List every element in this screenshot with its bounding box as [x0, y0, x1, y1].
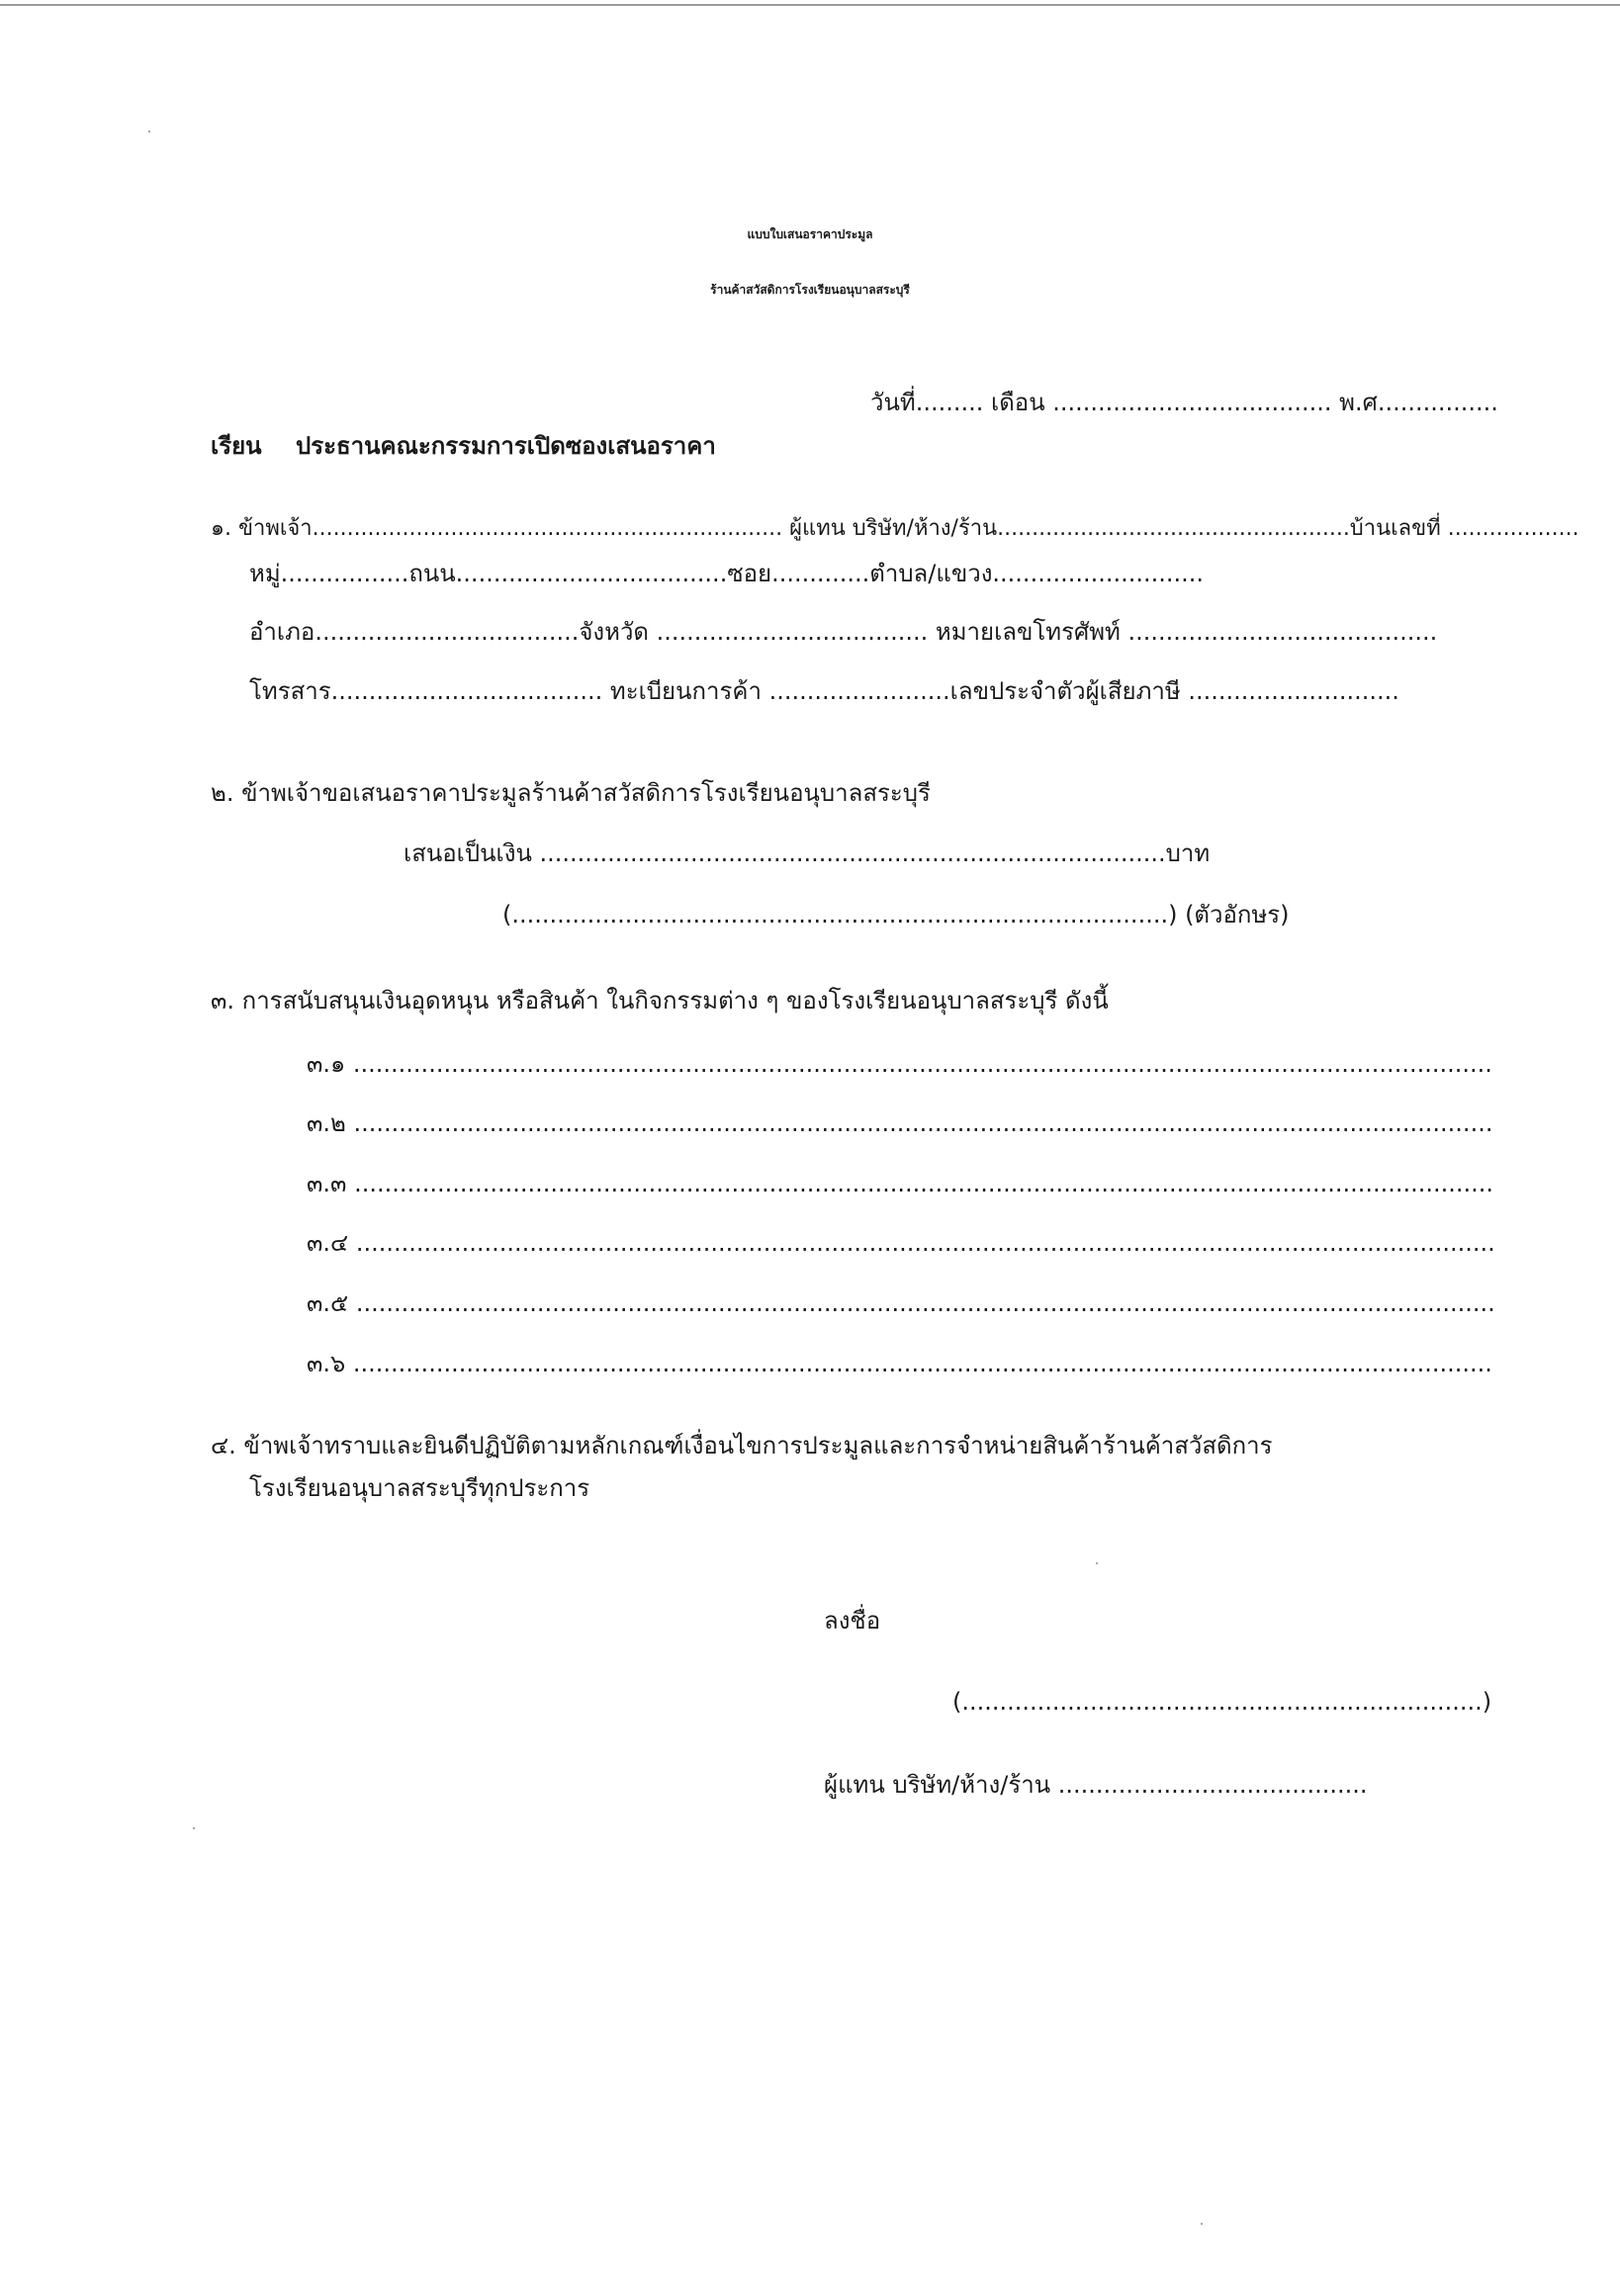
section2-heading: ๒. ข้าพเจ้าขอเสนอราคาประมูลร้านค้าสวัสดิการโรงเรียนอนุบาลสระบุรี: [211, 779, 931, 807]
bid-amount-line: เสนอเป็นเงิน ...................................................................................บาท: [404, 839, 1211, 867]
representative-line: ผู้แทน บริษัท/ห้าง/ร้าน .........................................: [824, 1771, 1368, 1799]
scan-speck: [148, 131, 150, 132]
salutation-label: เรียน: [211, 432, 262, 460]
section3-item-2: ๓.๒ .......................................................................................................................................................: [307, 1109, 1493, 1137]
scan-speck: [193, 1827, 195, 1829]
section3-item-3: ๓.๓ .......................................................................................................................................................: [307, 1170, 1494, 1197]
signature-name-line: (.....................................................................): [952, 1688, 1492, 1716]
section4-line1: ๔. ข้าพเจ้าทราบและยินดีปฏิบัติตามหลักเกณฑ์เงื่อนไขการประมูลและการจำหน่ายสินค้าร้านค้าสวัสดิการ: [211, 1432, 1273, 1459]
date-line: วันที่......... เดือน ..................................... พ.ศ................: [870, 389, 1498, 416]
form-subtitle: ร้านค้าสวัสดิการโรงเรียนอนุบาลสระบุรี: [710, 283, 910, 297]
scan-speck: [1201, 2223, 1203, 2225]
scan-speck: [1096, 1562, 1098, 1564]
section4-line2: โรงเรียนอนุบาลสระบุรีทุกประการ: [249, 1474, 590, 1502]
salutation-recipient: ประธานคณะกรรมการเปิดซองเสนอราคา: [296, 432, 716, 460]
section1-line2: หมู่.................ถนน....................................ซอย.............ตำบล/แขวง............................: [249, 560, 1205, 587]
bid-amount-words-line: (.......................................................................................) (ตัวอักษร): [502, 901, 1290, 928]
section3-item-6: ๓.๖ .......................................................................................................................................................: [307, 1350, 1492, 1377]
form-title: แบบใบเสนอราคาประมูล: [747, 227, 873, 241]
section3-heading: ๓. การสนับสนุนเงินอุดหนุน หรือสินค้า ในกิจกรรมต่าง ๆ ของโรงเรียนอนุบาลสระบุรี ดังนี้: [211, 987, 1109, 1015]
section3-item-5: ๓.๕ .......................................................................................................................................................: [307, 1289, 1495, 1317]
scan-top-border: [0, 4, 1620, 6]
signature-label: ลงชื่อ: [824, 1607, 881, 1634]
section1-line1: ๑. ข้าพเจ้า.................................................................... ผู้แทน บริษัท/ห้าง/ร้าน...................................................บ้านเลขที่ ...................: [211, 516, 1579, 541]
section1-line4: โทรสาร.................................... ทะเบียนการค้า ........................เลขประจำตัวผู้เสียภาษี ............................: [249, 677, 1399, 705]
section3-item-1: ๓.๑ .......................................................................................................................................................: [307, 1050, 1492, 1078]
section3-item-4: ๓.๔ .......................................................................................................................................................: [307, 1229, 1495, 1257]
section1-line3: อำเภอ...................................จังหวัด .................................... หมายเลขโทรศัพท์ .........................................: [249, 618, 1438, 646]
